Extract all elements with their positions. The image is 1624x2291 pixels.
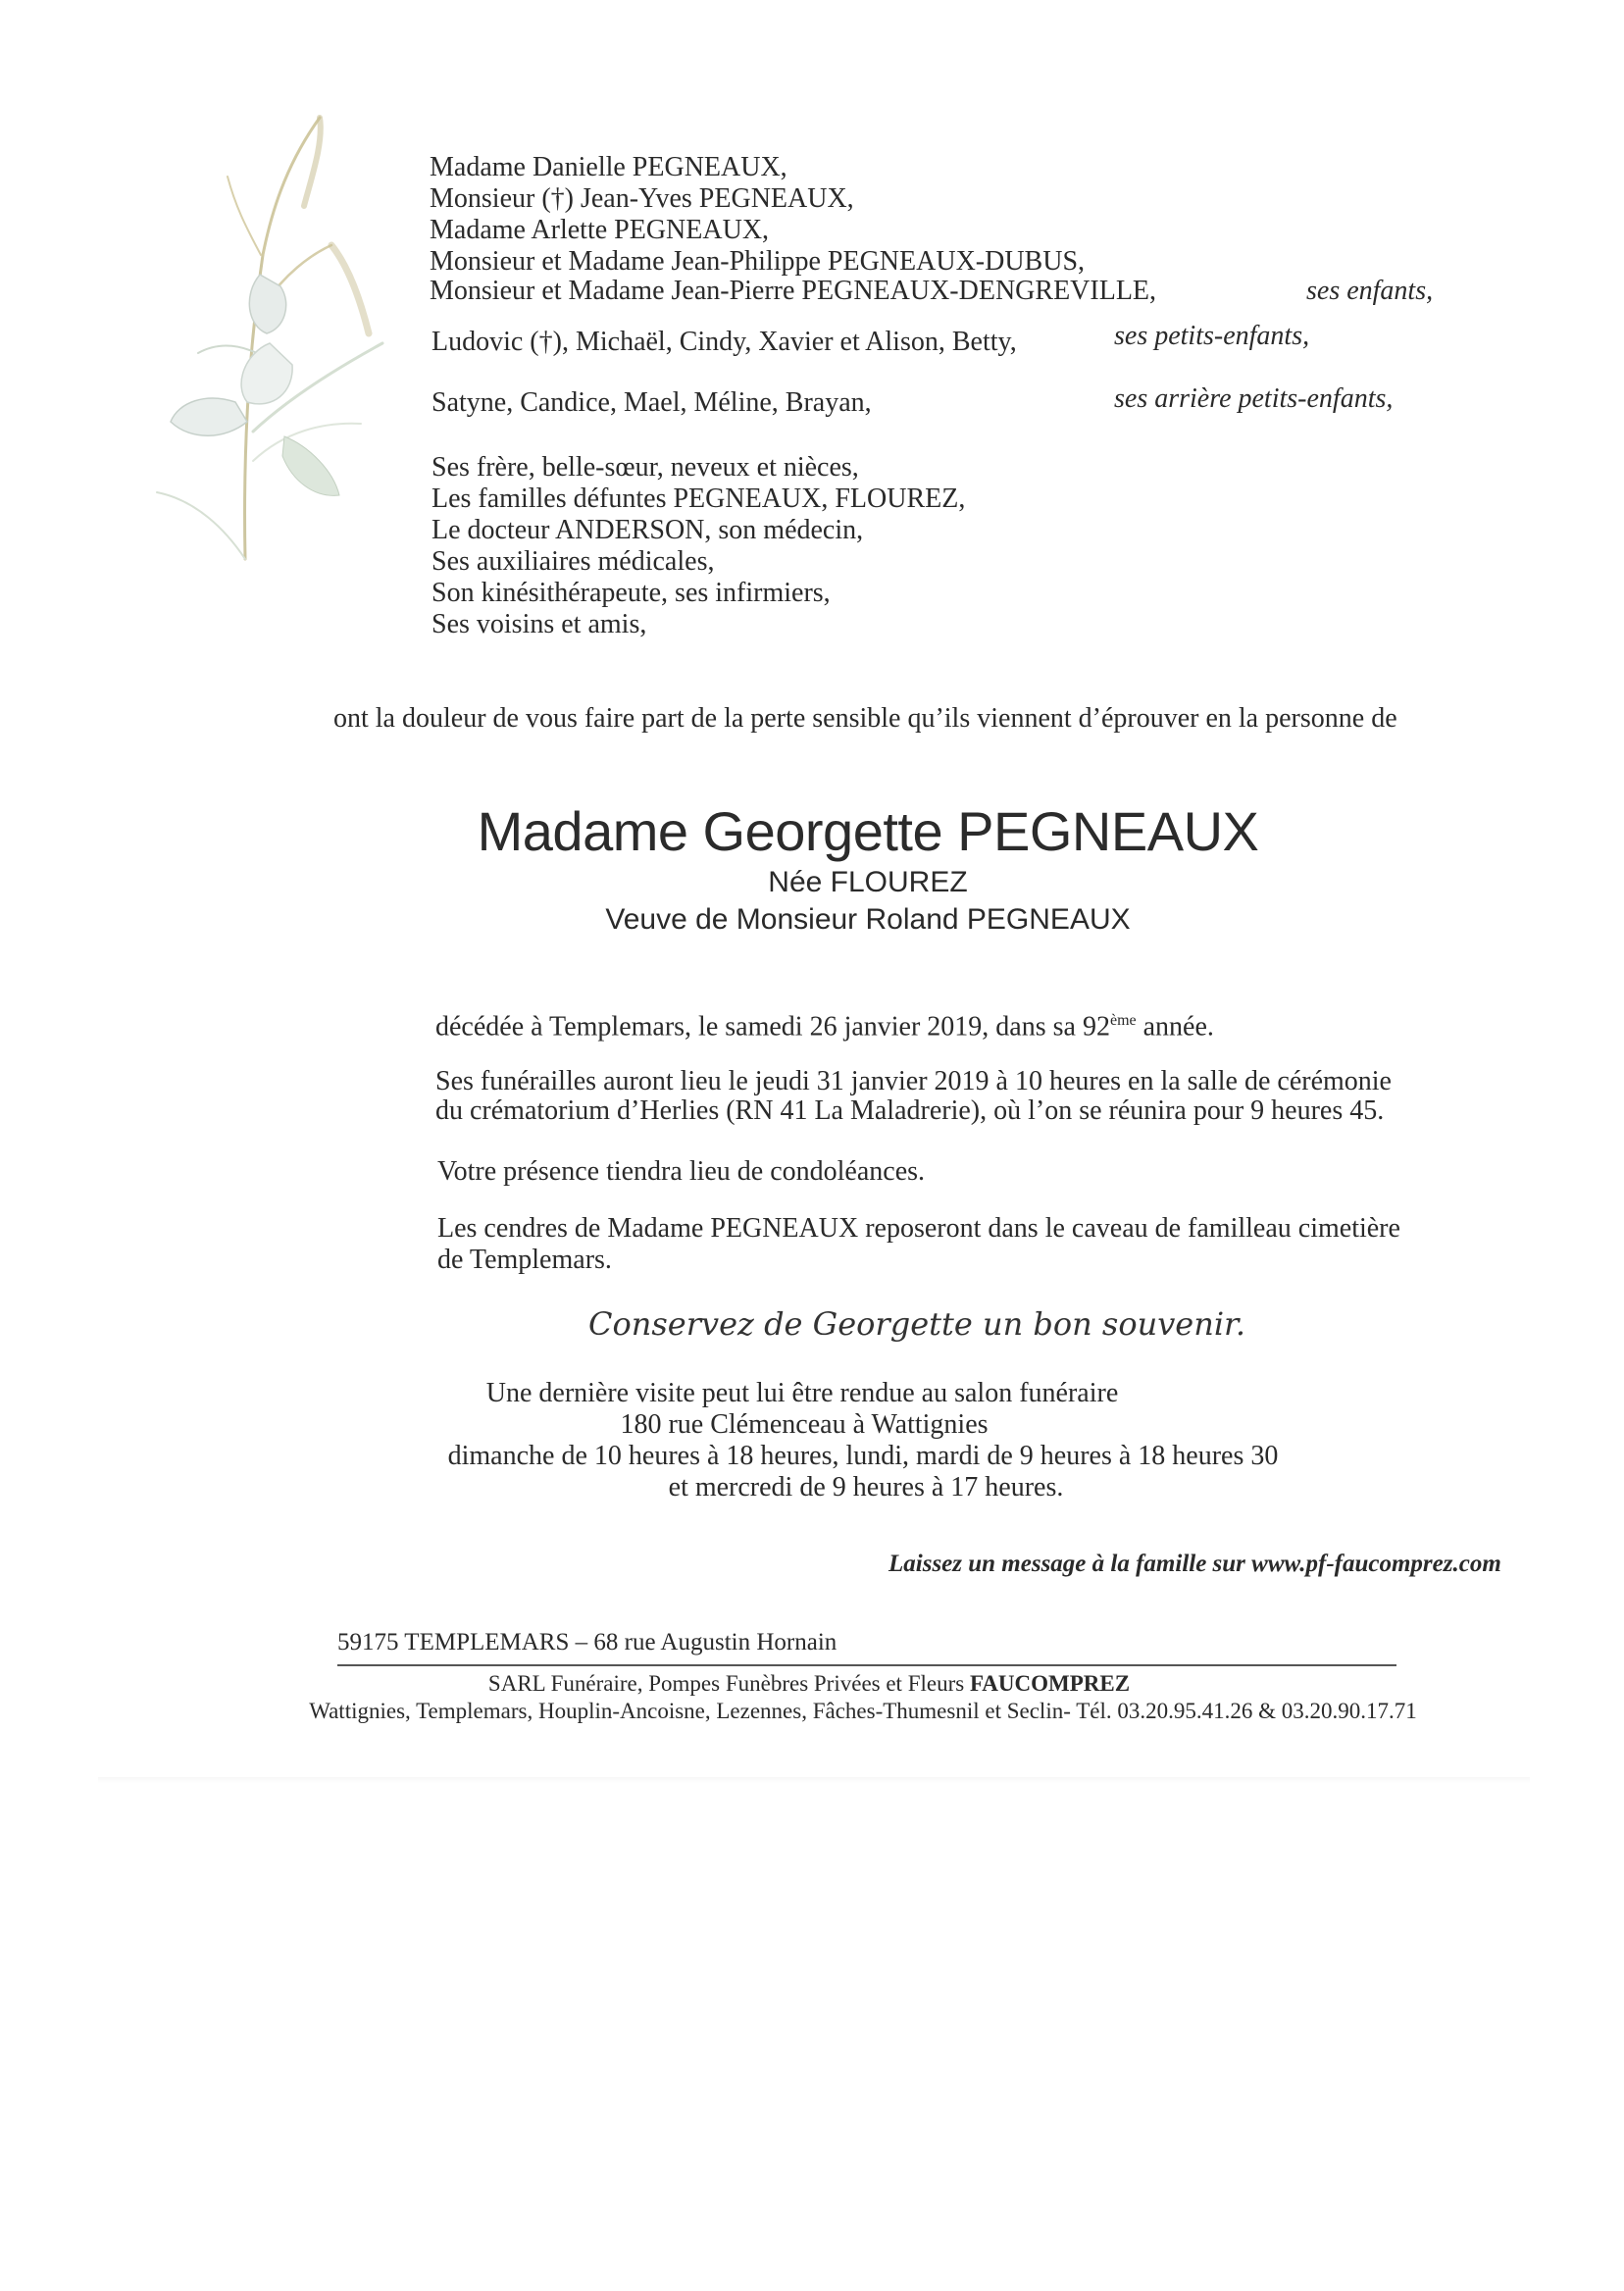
grandchildren-line: Ludovic (†), Michaël, Cindy, Xavier et Alison, Betty, [431, 327, 1017, 357]
visit-line: dimanche de 10 heures à 18 heures, lundi, mardi de 9 heures à 18 heures 30 [447, 1441, 1279, 1471]
family-children-line: Monsieur (†) Jean-Yves PEGNEAUX, [430, 183, 854, 214]
memory-script-line: Conservez de Georgette un bon souvenir. [588, 1305, 1245, 1343]
death-text: décédée à Templemars, le samedi 26 janvier 2019, dans sa 92 [435, 1011, 1110, 1043]
mourners-line: Ses frère, belle-sœur, neveux et nièces, [431, 452, 859, 483]
visit-line: Une dernière visite peut lui être rendue au salon funéraire [485, 1378, 1119, 1408]
mourners-line: Ses voisins et amis, [431, 609, 647, 639]
family-children-line: Madame Arlette PEGNEAUX, [430, 215, 770, 245]
deceased-birth-name: Née FLOUREZ [768, 866, 968, 898]
announcement-text: ont la douleur de vous faire part de la perte sensible qu’ils viennent d’éprouver en la personne de [333, 703, 1397, 734]
deceased-name: Madame Georgette PEGNEAUX [477, 800, 1259, 862]
footer-company-name: FAUCOMPREZ [969, 1671, 1131, 1696]
mourners-line: Ses auxiliaires médicales, [431, 546, 715, 577]
family-children-line: Monsieur et Madame Jean-Philippe PEGNEAUX-DUBUS, [430, 246, 1086, 277]
mourners-line: Les familles défuntes PEGNEAUX, FLOUREZ, [431, 484, 966, 514]
footer-company [0, 1670, 1618, 1698]
footer-divider [337, 1664, 1396, 1666]
death-text-end: année. [1136, 1011, 1214, 1043]
visit-line: 180 rue Clémenceau à Wattignies [620, 1409, 989, 1440]
great-grandchildren-line: Satyne, Candice, Mael, Méline, Brayan, [431, 387, 872, 418]
footer-address: 59175 TEMPLEMARS – 68 rue Augustin Hornain [337, 1629, 837, 1655]
scan-edge-shadow [98, 1777, 1530, 1783]
mourners-line: Le docteur ANDERSON, son médecin, [431, 515, 864, 545]
message-link[interactable]: Laissez un message à la famille sur www.pf-faucomprez.com [888, 1551, 1501, 1577]
deceased-widow-of: Veuve de Monsieur Roland PEGNEAUX [605, 903, 1131, 936]
death-line [435, 1004, 1214, 1044]
funeral-line: Ses funérailles auront lieu le jeudi 31 janvier 2019 à 10 heures en la salle de cérémonie [435, 1066, 1392, 1096]
condolences-line: Votre présence tiendra lieu de condoléances. [437, 1156, 926, 1187]
footer-company-prefix: SARL Funéraire, Pompes Funèbres Privées et Fleurs [487, 1671, 970, 1696]
footer-locations: Wattignies, Templemars, Houplin-Ancoisne, Lezennes, Fâches-Thumesnil et Seclin- Tél. 03.20.95.41.26 & 03.20.90.17.71 [309, 1699, 1417, 1723]
children-label: ses enfants, [1306, 276, 1434, 306]
lily-flower-icon [137, 108, 392, 569]
mourners-line: Son kinésithérapeute, ses infirmiers, [431, 578, 831, 608]
funeral-line: du crématorium d’Herlies (RN 41 La Maladrerie), où l’on se réunira pour 9 heures 45. [435, 1095, 1385, 1126]
grandchildren-label: ses petits-enfants, [1114, 321, 1310, 351]
family-children-line: Madame Danielle PEGNEAUX, [430, 152, 787, 182]
family-children-line: Monsieur et Madame Jean-Pierre PEGNEAUX-DENGREVILLE, [430, 276, 1157, 306]
ordinal-superscript: ème [1109, 1012, 1137, 1029]
ashes-line: Les cendres de Madame PEGNEAUX reposeront dans le caveau de familleau cimetière [437, 1213, 1400, 1244]
great-grandchildren-label: ses arrière petits-enfants, [1114, 383, 1394, 414]
visit-line: et mercredi de 9 heures à 17 heures. [668, 1472, 1064, 1502]
ashes-line: de Templemars. [437, 1245, 612, 1275]
